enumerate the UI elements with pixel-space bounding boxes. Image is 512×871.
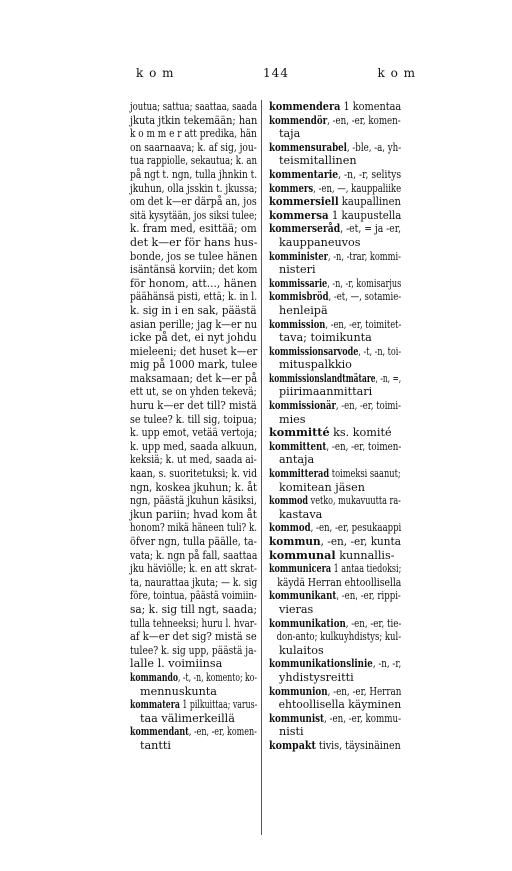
entry-text: , -en, -er, toimen- xyxy=(326,439,402,453)
left-column-line xyxy=(130,575,258,590)
entry-text: taa välimerkeillä xyxy=(140,711,235,725)
header-right-guide-word: k o m xyxy=(377,66,416,80)
left-column-line xyxy=(130,616,257,631)
headword: kommod xyxy=(269,520,311,535)
headword: kommun xyxy=(269,534,321,548)
headword: kommunist xyxy=(269,710,325,725)
right-column-line xyxy=(269,630,402,644)
entry-text: om det k—er därpå an, jos xyxy=(130,195,257,209)
entry-text: mig på 1000 mark, tulee xyxy=(130,358,258,372)
right-column-line xyxy=(269,207,402,223)
entry-text: , -n, -r, xyxy=(372,657,402,671)
entry-text: , -en, -er, komen- xyxy=(327,113,401,127)
right-column-line xyxy=(269,154,402,168)
headword: kommendant xyxy=(130,724,189,739)
entry-text: kaan, s. suoritetuksi; k. vid xyxy=(130,467,258,481)
entry-text: , -et, —, sotamie- xyxy=(328,290,402,304)
left-column-line xyxy=(130,113,258,128)
entry-text: , -n, -r, komisarjus xyxy=(327,276,402,290)
right-column-line xyxy=(269,331,402,345)
left-column-line xyxy=(130,358,258,372)
right-column-line xyxy=(269,316,402,332)
headword: kommendör xyxy=(269,112,328,127)
entry-text: , -en, —, kauppaliike xyxy=(313,181,402,195)
column-divider xyxy=(261,100,262,835)
right-column-line xyxy=(269,221,402,236)
left-column-line xyxy=(130,399,257,413)
right-column-line xyxy=(269,194,401,209)
entry-text: komitean jäsen xyxy=(279,480,365,494)
entry-text: jkuhun, olla jsskin t. jkussa; xyxy=(130,181,258,195)
headword: kommod xyxy=(269,493,309,508)
left-column-line xyxy=(130,712,258,726)
left-column-line xyxy=(130,602,258,617)
headword: kommando xyxy=(130,669,179,684)
entry-text: ta, naurattaa jkuta; — k. sig xyxy=(130,575,258,589)
right-column-line xyxy=(269,549,402,563)
entry-text: för honom, att..., hänen xyxy=(130,276,257,290)
right-column-line xyxy=(269,398,401,413)
headword: kommunikant xyxy=(269,588,337,603)
entry-text: k. upp med, saada alkuun, xyxy=(130,439,258,453)
headword: kommitté xyxy=(269,425,330,440)
entry-text: keksiä; k. ut med, saada ai- xyxy=(130,453,257,467)
entry-text: vata; k. ngn på fall, saattaa xyxy=(130,548,258,562)
left-column-line xyxy=(130,303,257,318)
right-column-line xyxy=(269,343,402,359)
entry-text: ngn, koskea jkuhun; k. åt xyxy=(130,480,258,494)
entry-text: 1 kaupustella xyxy=(328,208,402,222)
left-column-line xyxy=(130,739,258,753)
right-column-line xyxy=(269,236,402,250)
entry-text: on saarnaava; k. af sig, jou- xyxy=(130,140,257,154)
left-column-line xyxy=(130,657,258,671)
entry-text: antaja xyxy=(279,453,315,467)
entry-text: , -en, -er, toimi- xyxy=(335,399,401,413)
entry-text: jkuta jtkin tekemään; han xyxy=(130,113,258,127)
right-column-line xyxy=(269,575,402,590)
entry-text: , -t, -n, komento; ko- xyxy=(178,670,257,684)
left-column-line xyxy=(130,127,257,141)
entry-text: toimeksi saanut; xyxy=(329,467,401,481)
right-column-line xyxy=(269,656,402,671)
left-column-line xyxy=(130,669,257,685)
entry-text: af k—er det sig? mistä se xyxy=(130,630,257,644)
left-column-line xyxy=(130,467,258,481)
entry-text: kaupallinen xyxy=(338,195,401,209)
entry-text: huru k—er det till? mistä xyxy=(130,399,257,413)
headword: kommittent xyxy=(269,438,327,453)
page-number: 144 xyxy=(263,66,289,80)
entry-text: mennuskunta xyxy=(140,684,217,698)
entry-text: honom? mikä häneen tuli? k. xyxy=(130,521,258,535)
entry-text: ks. komité xyxy=(329,426,392,440)
right-column-line xyxy=(269,180,402,196)
right-column-line xyxy=(269,644,402,658)
right-column-line xyxy=(269,671,402,685)
headword: kommunion xyxy=(269,683,328,698)
entry-text: tava; toimikunta xyxy=(279,331,372,345)
header-left-guide-word: k o m xyxy=(136,66,175,80)
entry-text: k. sig in i en sak, päästä xyxy=(130,303,257,317)
left-column-line xyxy=(130,589,257,603)
right-column-line xyxy=(269,725,402,739)
left-column-line xyxy=(130,724,257,739)
entry-text: , -t, -n, toi- xyxy=(358,344,402,358)
right-column-line xyxy=(269,698,402,712)
left-column-line xyxy=(130,181,258,196)
entry-text: kauppaneuvos xyxy=(279,235,361,249)
left-column-line xyxy=(130,317,257,332)
headword: kommerseråd xyxy=(269,221,341,236)
entry-text: maksamaan; det k—er på xyxy=(130,371,258,385)
entry-text: 1 pilkuittaa; varus- xyxy=(179,698,258,712)
left-column-line xyxy=(130,290,258,304)
headword: kommissionär xyxy=(269,398,336,413)
left-column-line xyxy=(130,521,258,535)
left-column-line xyxy=(130,331,257,345)
entry-text: före, tointua, päästä voimiin- xyxy=(130,589,257,603)
entry-text: nisteri xyxy=(279,263,316,277)
entry-text: , -n, -r, selitys xyxy=(338,167,402,181)
left-column-line xyxy=(130,535,257,549)
right-column-line xyxy=(269,481,402,495)
right-column-line xyxy=(269,99,402,114)
entry-text: teismitallinen xyxy=(279,154,357,168)
left-column-line xyxy=(130,480,258,495)
headword: kommers xyxy=(269,180,314,195)
right-column-line xyxy=(269,127,402,141)
headword: kommatera xyxy=(130,697,180,712)
right-column-line xyxy=(269,275,402,291)
left-column-line xyxy=(130,630,257,644)
headword: kommersiell xyxy=(269,194,339,209)
right-column-line xyxy=(269,304,402,318)
entry-text: sa; k. sig till ngt, saada; xyxy=(130,602,258,616)
entry-text: kastava xyxy=(279,507,323,521)
left-column-line xyxy=(130,344,258,359)
left-column-line xyxy=(130,685,258,699)
entry-text: 1 antaa tiedoksi; xyxy=(331,562,402,576)
left-column-line xyxy=(130,236,256,250)
entry-text: yhdistysreitti xyxy=(279,670,354,684)
right-column-line xyxy=(269,603,402,617)
entry-text: ngn, päästä jkuhun käsiksi, xyxy=(130,494,257,508)
right-column-line xyxy=(269,426,402,440)
entry-text: det k—er för hans hus- xyxy=(130,235,258,249)
entry-text: icke på det, ei nyt johdu xyxy=(130,331,257,345)
entry-text: tivis, täysinäinen xyxy=(315,738,401,752)
entry-text: , -n, =, xyxy=(375,371,402,385)
right-column-line xyxy=(269,263,402,277)
entry-text: k o m m e r att predika, hän xyxy=(130,127,257,141)
entry-text: tulla tehneeksi; huru l. hvar- xyxy=(130,616,257,630)
right-column-line xyxy=(269,453,402,467)
right-column-line xyxy=(269,534,401,549)
entry-text: don-anto; kulkuyhdistys; kul- xyxy=(276,630,402,644)
entry-text: , -et, = ja -er, xyxy=(340,222,402,236)
right-column-line xyxy=(269,413,402,427)
entry-text: , -en, -er, Herran xyxy=(327,684,402,698)
right-column-line xyxy=(269,493,401,508)
right-column-line xyxy=(269,520,402,535)
headword: kommensurabel xyxy=(269,139,347,154)
entry-text: , -ble, -a, yh- xyxy=(346,140,402,154)
entry-text: öfver ngn, tulla päälle, ta- xyxy=(130,535,257,548)
entry-text: jkun pariin; hvad kom åt xyxy=(130,507,257,521)
left-column-line xyxy=(130,263,258,277)
entry-text: bonde, jos se tulee hänen xyxy=(130,249,258,263)
right-column-line xyxy=(269,112,401,128)
headword: kommersa xyxy=(269,207,329,222)
right-column-line xyxy=(269,289,402,304)
left-column-line xyxy=(130,412,257,427)
right-column-line xyxy=(269,370,402,386)
right-column-line xyxy=(269,385,402,399)
entry-text: päähänsä pisti, että; k. in l. xyxy=(130,290,258,304)
right-column-line xyxy=(269,358,402,372)
headword: kompakt xyxy=(269,737,316,752)
headword: komminister xyxy=(269,248,329,263)
headword: kommunal xyxy=(269,547,336,562)
entry-text: sitä kysytään, jos siksi tulee; xyxy=(130,208,258,222)
left-column-line xyxy=(130,222,257,236)
right-column xyxy=(269,100,402,753)
headword: kommitterad xyxy=(269,466,330,481)
entry-text: , -en, -er, pesukaappi xyxy=(310,521,402,535)
entry-text: piirimaanmittari xyxy=(279,385,373,399)
left-column-line xyxy=(130,140,257,155)
entry-text: taja xyxy=(279,127,301,141)
headword: kommendera xyxy=(269,99,341,113)
right-column-line xyxy=(269,508,402,522)
left-column-line xyxy=(130,249,258,264)
entry-text: mies xyxy=(279,412,306,426)
left-column-line xyxy=(130,276,257,291)
entry-text: , -en, -er, tie- xyxy=(345,616,402,630)
entry-text: k. upp emot, vetää vertoja; xyxy=(130,426,258,440)
headword: kommisbröd xyxy=(269,289,329,304)
right-column-line xyxy=(269,615,402,631)
left-column-line xyxy=(130,439,258,454)
left-column-line xyxy=(130,208,258,223)
left-column-line xyxy=(130,195,257,209)
entry-text: tantti xyxy=(140,738,171,752)
left-column-line xyxy=(130,385,257,399)
entry-text: mituspalkkio xyxy=(279,358,352,372)
headword: kommissionsarvode xyxy=(269,343,359,358)
entry-text: ehtoollisella käyminen xyxy=(278,698,402,712)
right-column-line xyxy=(269,466,401,481)
entry-text: , -en, -er, komen- xyxy=(188,725,257,739)
entry-text: mieleeni; det huset k—er xyxy=(130,344,258,358)
headword: kommissionslandtmätare xyxy=(269,370,376,385)
entry-text: , -en, -er, rippi- xyxy=(336,589,401,603)
left-column-line xyxy=(130,643,257,658)
entry-text: , -en, -er, toimitet- xyxy=(325,317,402,331)
entry-text: henleipä xyxy=(279,303,328,317)
entry-text: , -n, -trar, kommi- xyxy=(328,249,401,263)
entry-text: , -en, -er, kunta xyxy=(320,535,401,548)
page-header xyxy=(136,66,416,80)
left-column-line xyxy=(130,453,257,467)
left-column xyxy=(130,100,258,753)
headword: kommunicera xyxy=(269,561,332,576)
right-column-line xyxy=(269,683,402,699)
left-column-line xyxy=(130,154,257,168)
right-column-line xyxy=(269,737,401,753)
headword: kommunikationslinie xyxy=(269,656,373,671)
entry-text: asian perille; jag k—er nu xyxy=(130,317,257,331)
entry-text: tua rappiolle, sekautua; k. an xyxy=(130,154,257,168)
entry-text: ett ut, se on yhden tekevä; xyxy=(130,385,257,399)
headword: kommissarie xyxy=(269,275,328,290)
left-column-line xyxy=(130,426,258,440)
right-column-line xyxy=(269,588,401,603)
left-column-line xyxy=(130,697,258,712)
entry-text: k. fram med, esittää; om xyxy=(130,222,257,236)
left-column-line xyxy=(130,494,257,508)
left-column-line xyxy=(130,100,258,114)
headword: kommentarie xyxy=(269,166,339,181)
entry-text: tulee? k. sig upp, päästä ja- xyxy=(130,643,257,657)
headword: kommission xyxy=(269,316,326,331)
right-column-line xyxy=(269,438,402,454)
entry-text: , -en, -er, kommu- xyxy=(324,711,402,725)
entry-text: käydä Herran ehtoollisella xyxy=(277,575,402,589)
left-column-line xyxy=(130,548,258,563)
entry-text: vieras xyxy=(279,602,314,616)
right-column-line xyxy=(269,710,402,726)
entry-text: kunnallis- xyxy=(335,548,395,562)
entry-text: 1 komentaa xyxy=(340,100,402,113)
left-column-line xyxy=(130,562,257,576)
right-column-line xyxy=(269,139,402,155)
right-column-line xyxy=(269,561,402,576)
entry-text: jku häviölle; k. en att skrat- xyxy=(130,562,257,576)
left-column-line xyxy=(130,371,258,386)
left-column-line xyxy=(130,507,257,522)
entry-text: lalle l. voimiinsa xyxy=(130,657,223,671)
entry-text: isäntänsä korviin; det kom xyxy=(130,263,258,277)
right-column-line xyxy=(269,166,402,182)
entry-text: på ngt t. ngn, tulla jhnkin t. xyxy=(130,167,258,181)
entry-text: nisti xyxy=(279,725,304,739)
entry-text: kulaitos xyxy=(279,643,324,657)
entry-text: joutua; sattua; saattaa, saada xyxy=(130,100,258,113)
entry-text: se tulee? k. till sig, toipua; xyxy=(130,412,257,426)
entry-text: vetko, mukavuutta ra- xyxy=(308,494,401,508)
headword: kommunikation xyxy=(269,615,346,630)
left-column-line xyxy=(130,167,258,182)
right-column-line xyxy=(269,248,401,264)
